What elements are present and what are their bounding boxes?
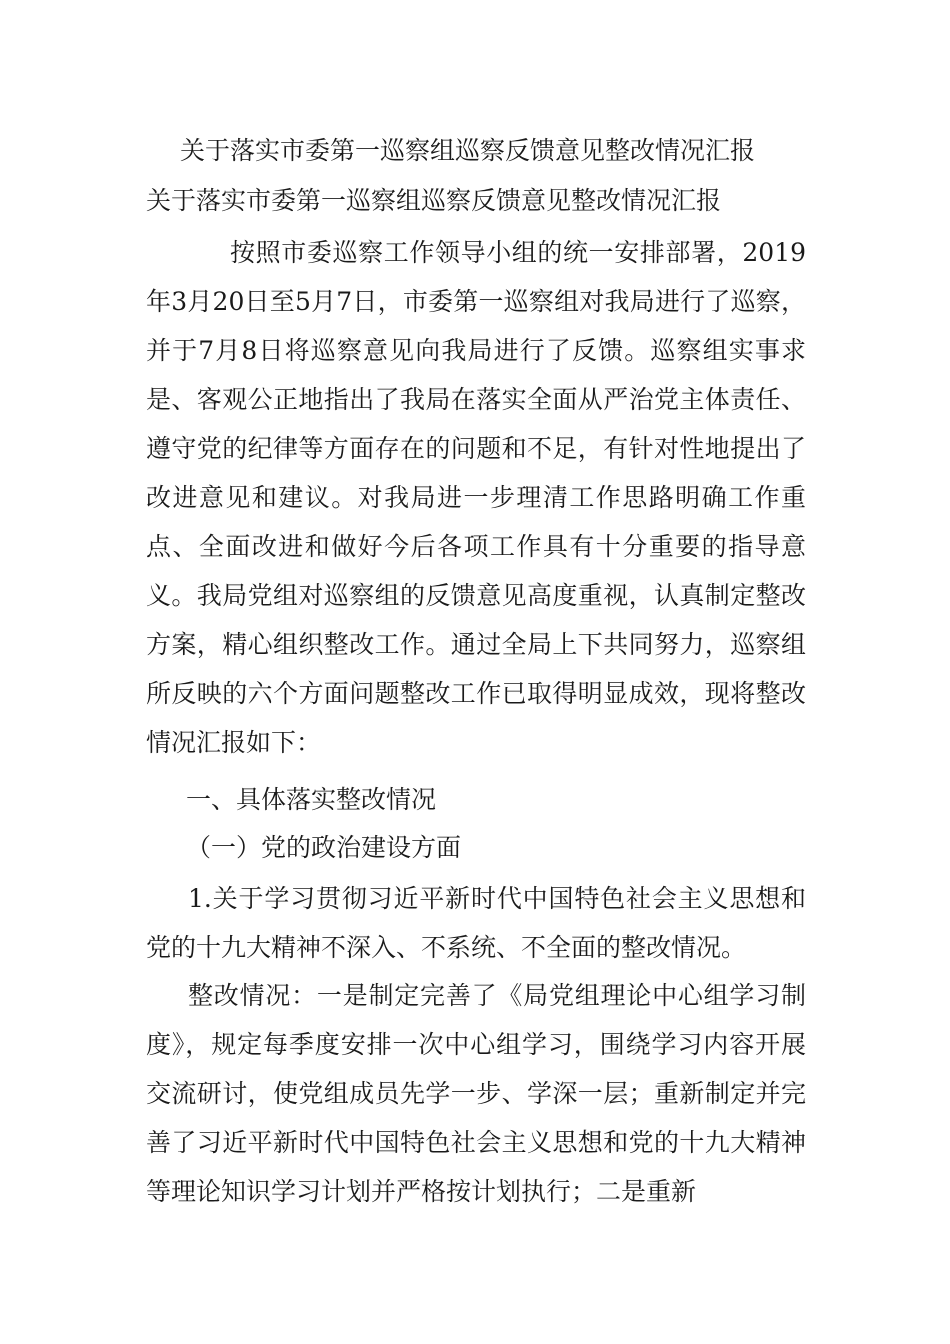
rectification-paragraph: 整改情况：一是制定完善了《局党组理论中心组学习制度》，规定每季度安排一次中心组学习，围绕学习内容开展交流研讨，使党组成员先学一步、学深一层；重新制定并完善了习近平新时代中国特色社会主义思想和党的十九大精神等理论知识学习计划并严格按计划执行；二是重新 [146,981,806,1206]
item-paragraph: 1.关于学习贯彻习近平新时代中国特色社会主义思想和党的十九大精神不深入、不系统、不全面的整改情况。 [146,884,806,962]
subsection-heading: （一）党的政治建设方面 [186,833,462,862]
intro-paragraph: 按照市委巡察工作领导小组的统一安排部署，2019年3月20日至5月7日，市委第一巡察组对我局进行了巡察，并于7月8日将巡察意见向我局进行了反馈。巡察组实事求是、客观公正地指出了我局在落实全面从严治党主体责任、遵守党的纪律等方面存在的问题和不足，有针对性地提出了改进意见和建议。对我局进一步理清工作思路明确工作重点、全面改进和做好今后各项工作具有十分重要的指导意义。我局党组对巡察组的反馈意见高度重视，认真制定整改方案，精心组织整改工作。通过全局上下共同努力，巡察组所反映的六个方面问题整改工作已取得明显成效，现将整改情况汇报如下： [146,238,806,757]
document-title-repeat: 关于落实市委第一巡察组巡察反馈意见整改情况汇报 [146,186,722,215]
document-title: 关于落实市委第一巡察组巡察反馈意见整改情况汇报 [180,136,756,165]
section-heading: 一、具体落实整改情况 [186,785,437,814]
